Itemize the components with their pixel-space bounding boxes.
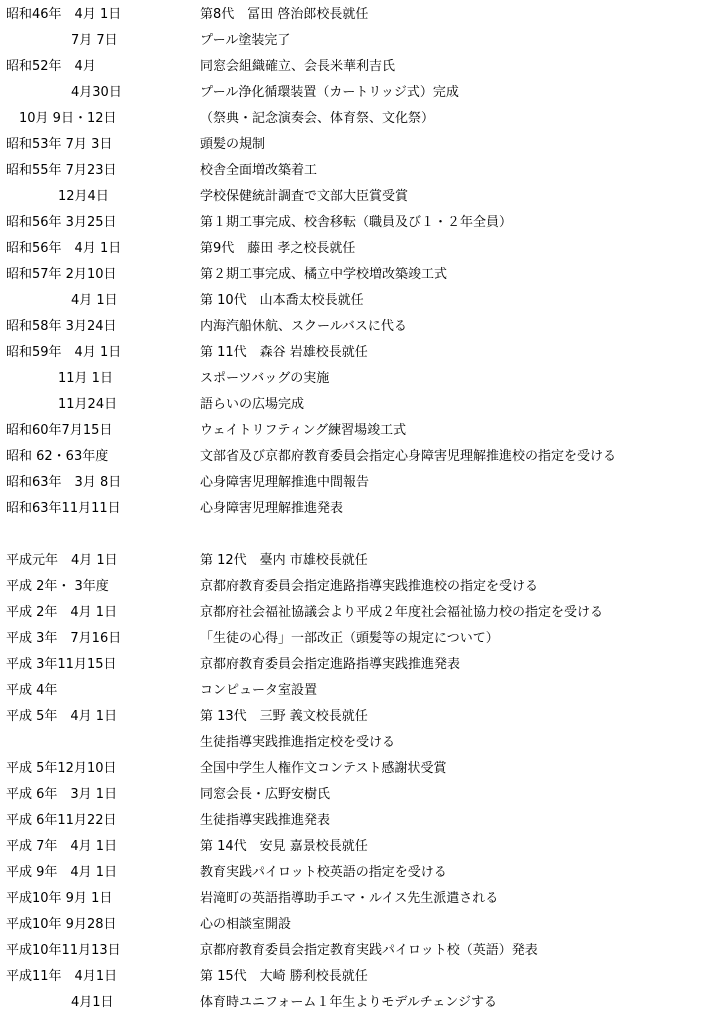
entry-date: 4月1日	[6, 995, 114, 1010]
entry-date: 昭和63年 3月 8日	[6, 475, 122, 490]
entry-event: 同窓会組織確立、会長米華利吉氏	[200, 59, 396, 74]
timeline-row	[0, 860, 708, 886]
entry-event: 内海汽船休航、スクールバスに代る	[200, 319, 407, 334]
entry-event: 第8代 冨田 啓治郎校長就任	[200, 7, 369, 22]
entry-date: 昭和46年 4月 1日	[6, 7, 122, 22]
entry-event: コンピュータ室設置	[200, 683, 318, 698]
entry-date: 平成 2年 4月 1日	[6, 605, 118, 620]
entry-event: プール塗装完了	[200, 33, 291, 48]
timeline-row	[0, 366, 708, 392]
entry-date: 平成 9年 4月 1日	[6, 865, 118, 880]
entry-date: 4月 1日	[6, 293, 118, 308]
entry-event: 頭髪の規制	[200, 137, 266, 152]
timeline-row	[0, 964, 708, 990]
entry-date: 平成11年 4月1日	[6, 969, 118, 984]
entry-date: 平成 2年・ 3年度	[6, 579, 109, 594]
entry-date: 12月4日	[6, 189, 109, 204]
entry-date: 平成 7年 4月 1日	[6, 839, 118, 854]
timeline-row	[0, 54, 708, 80]
timeline-row	[0, 704, 708, 730]
entry-event: 「生徒の心得」一部改正（頭髪等の規定について）	[200, 631, 499, 646]
entry-event: スポーツバッグの実施	[200, 371, 330, 386]
entry-event: ウェイトリフティング練習場竣工式	[200, 423, 407, 438]
entry-date: 昭和55年 7月23日	[6, 163, 117, 178]
timeline-row	[0, 236, 708, 262]
entry-date: 4月30日	[6, 85, 122, 100]
entry-event: 第9代 藤田 孝之校長就任	[200, 241, 356, 256]
entry-event: 第 14代 安見 嘉景校長就任	[200, 839, 368, 854]
entry-date: 平成 5年 4月 1日	[6, 709, 118, 724]
timeline-row	[0, 340, 708, 366]
heisei-entries	[0, 548, 708, 1016]
timeline-row	[0, 2, 708, 28]
timeline-row	[0, 574, 708, 600]
timeline-row	[0, 288, 708, 314]
timeline-row	[0, 808, 708, 834]
timeline-row	[0, 678, 708, 704]
entry-event: 第 15代 大崎 勝利校長就任	[200, 969, 368, 984]
entry-date: 昭和60年7月15日	[6, 423, 113, 438]
entry-date: 昭和53年 7月 3日	[6, 137, 113, 152]
timeline-row	[0, 652, 708, 678]
entry-event: 心身障害児理解推進発表	[200, 501, 344, 516]
entry-event: 教育実践パイロット校英語の指定を受ける	[200, 865, 447, 880]
timeline-row	[0, 158, 708, 184]
timeline-row	[0, 106, 708, 132]
entry-date: 平成 4年	[6, 683, 58, 698]
entry-date: 平成10年11月13日	[6, 943, 121, 958]
timeline-row	[0, 782, 708, 808]
entry-event: 第 12代 臺内 市雄校長就任	[200, 553, 368, 568]
entry-event: 京都府教育委員会指定進路指導実践推進校の指定を受ける	[200, 579, 539, 594]
entry-event: 全国中学生人権作文コンテスト感謝状受賞	[200, 761, 447, 776]
entry-event: 京都府教育委員会指定教育実践パイロット校（英語）発表	[200, 943, 538, 958]
entry-event: 心の相談室開設	[200, 917, 292, 932]
timeline-row	[0, 548, 708, 574]
entry-date: 平成元年 4月 1日	[6, 553, 118, 568]
entry-event: 学校保健統計調査で文部大臣賞受賞	[200, 189, 409, 204]
timeline-row	[0, 990, 708, 1016]
entry-date: 11月24日	[6, 397, 118, 412]
timeline-row	[0, 626, 708, 652]
entry-event: 第 10代 山本喬太校長就任	[200, 293, 364, 308]
entry-date: 昭和56年 3月25日	[6, 215, 117, 230]
timeline-row	[0, 470, 708, 496]
entry-event: （祭典・記念演奏会、体育祭、文化祭）	[200, 111, 435, 126]
entry-event: 同窓会長・広野安樹氏	[200, 787, 331, 802]
entry-event: 第 11代 森谷 岩雄校長就任	[200, 345, 368, 360]
timeline-row	[0, 600, 708, 626]
entry-event: 第１期工事完成、校舎移転（職員及び１・２年全員）	[200, 215, 513, 230]
timeline-row	[0, 184, 708, 210]
entry-event: プール浄化循環装置（カートリッジ式）完成	[200, 85, 459, 100]
entry-date: 平成 6年11月22日	[6, 813, 117, 828]
showa-entries	[0, 2, 708, 522]
timeline-row	[0, 210, 708, 236]
timeline-row	[0, 80, 708, 106]
timeline-row	[0, 132, 708, 158]
timeline-row	[0, 262, 708, 288]
entry-date: 平成 3年11月15日	[6, 657, 117, 672]
entry-event: 体育時ユニフォーム１年生よりモデルチェンジする	[200, 995, 497, 1010]
entry-date: 11月 1日	[6, 371, 113, 386]
timeline-row	[0, 496, 708, 522]
entry-date: 昭和58年 3月24日	[6, 319, 117, 334]
entry-date: 昭和56年 4月 1日	[6, 241, 122, 256]
timeline-row	[0, 314, 708, 340]
entry-event: 生徒指導実践推進発表	[200, 813, 331, 828]
entry-date: 平成10年 9月 1日	[6, 891, 113, 906]
entry-event: 文部省及び京都府教育委員会指定心身障害児理解推進校の指定を受ける	[200, 449, 617, 464]
timeline-row	[0, 392, 708, 418]
era-separator	[0, 522, 708, 548]
timeline-row	[0, 418, 708, 444]
entry-event: 京都府教育委員会指定進路指導実践推進発表	[200, 657, 461, 672]
entry-event: 語らいの広場完成	[200, 397, 305, 412]
entry-date: 昭和52年 4月	[6, 59, 96, 74]
timeline-row	[0, 834, 708, 860]
entry-date: 昭和57年 2月10日	[6, 267, 117, 282]
timeline-row	[0, 730, 708, 756]
entry-date: 昭和63年11月11日	[6, 501, 121, 516]
timeline-row	[0, 28, 708, 54]
entry-date: 平成 3年 7月16日	[6, 631, 122, 646]
entry-date: 平成 5年12月10日	[6, 761, 117, 776]
entry-date: 平成 6年 3月 1日	[6, 787, 118, 802]
timeline-row	[0, 756, 708, 782]
entry-event: 校舎全面増改築着工	[200, 163, 318, 178]
timeline-row	[0, 912, 708, 938]
entry-date: 平成10年 9月28日	[6, 917, 117, 932]
entry-event: 心身障害児理解推進中間報告	[200, 475, 370, 490]
timeline-row	[0, 886, 708, 912]
entry-event: 生徒指導実践推進指定校を受ける	[200, 735, 396, 750]
entry-date: 昭和59年 4月 1日	[6, 345, 122, 360]
entry-date: 昭和 62・63年度	[6, 449, 109, 464]
entry-date: 7月 7日	[6, 33, 118, 48]
timeline-row	[0, 938, 708, 964]
entry-event: 第 13代 三野 義文校長就任	[200, 709, 368, 724]
entry-event: 京都府社会福祉協議会より平成２年度社会福祉協力校の指定を受ける	[200, 605, 604, 620]
timeline-row	[0, 444, 708, 470]
entry-date: 10月 9日・12日	[6, 111, 117, 126]
entry-event: 第２期工事完成、橘立中学校増改築竣工式	[200, 267, 448, 282]
entry-event: 岩滝町の英語指導助手エマ・ルイス先生派遣される	[200, 891, 499, 906]
